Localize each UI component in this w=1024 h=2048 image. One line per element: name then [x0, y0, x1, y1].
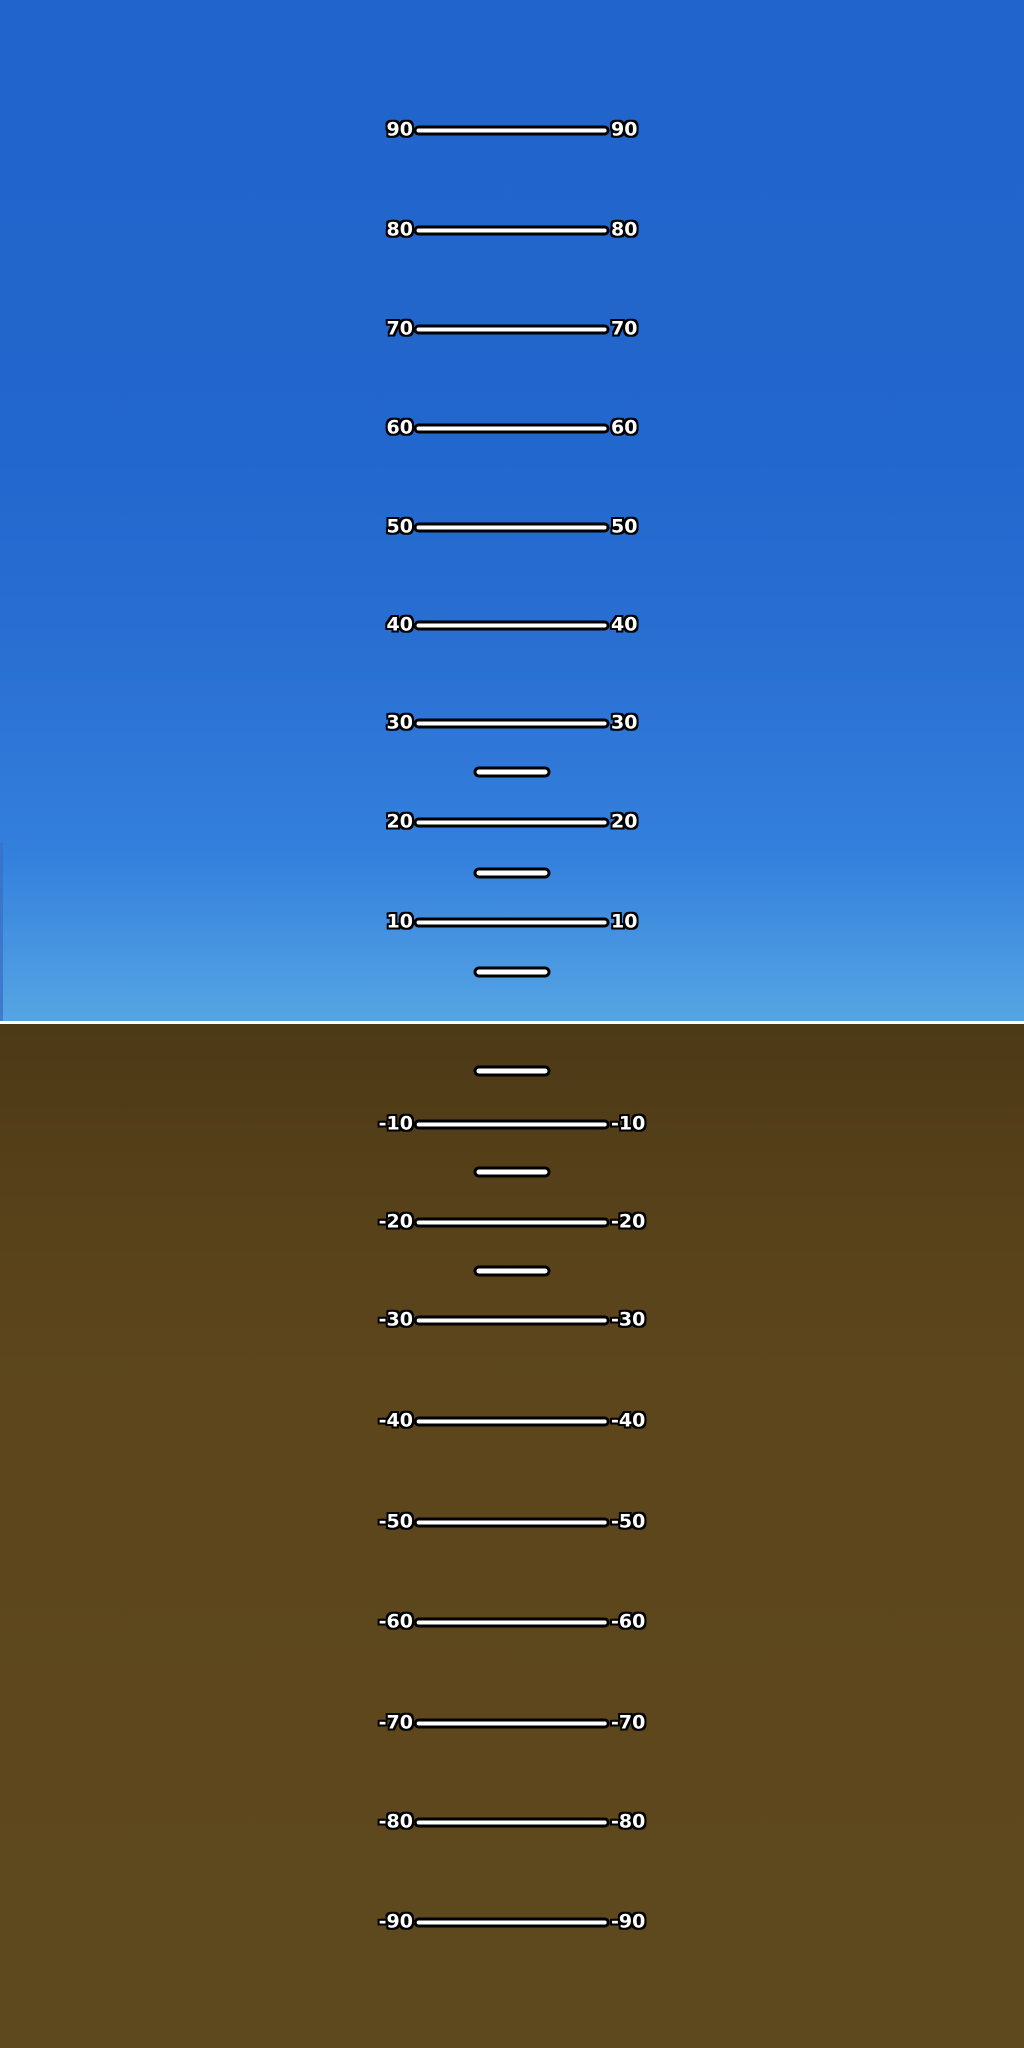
pitch-label-left: -80: [378, 1810, 413, 1833]
pitch-bar: [414, 423, 610, 433]
pitch-label-right: 30: [611, 711, 638, 734]
pitch-bar: [414, 718, 610, 728]
pitch-label-left: 20: [386, 810, 413, 833]
pitch-line--90: [378, 1910, 646, 1933]
pitch-label-left: 50: [386, 515, 413, 538]
pitch-label-left: 40: [386, 613, 413, 636]
pitch-label-right: 50: [611, 515, 638, 538]
pitch-label-left: 10: [386, 910, 413, 933]
pitch-line-70: [386, 317, 638, 340]
pitch-line--80: [378, 1810, 646, 1833]
pitch-line--20: [378, 1210, 646, 1233]
pitch-label-left: -10: [378, 1112, 413, 1135]
pitch-label-left: 30: [386, 711, 413, 734]
pitch-bar: [414, 817, 610, 827]
pitch-bar: [414, 125, 610, 135]
pitch-bar: [414, 1416, 610, 1426]
pitch-bar: [414, 1718, 610, 1728]
pitch-label-right: -70: [611, 1711, 646, 1734]
pitch-line--40: [378, 1409, 646, 1432]
pitch-line-50: [386, 515, 638, 538]
pitch-line-40: [386, 613, 638, 636]
pitch-label-right: 40: [611, 613, 638, 636]
pitch-minor-line--5: [474, 1066, 551, 1077]
pitch-label-right: -20: [611, 1210, 646, 1233]
pitch-bar: [414, 1119, 610, 1129]
pitch-label-right: -50: [611, 1510, 646, 1533]
pitch-line-10: [386, 910, 638, 933]
pitch-line-60: [386, 416, 638, 439]
pitch-label-right: -40: [611, 1409, 646, 1432]
pitch-label-left: -60: [378, 1610, 413, 1633]
pitch-line--50: [378, 1510, 646, 1533]
pitch-label-right: -60: [611, 1610, 646, 1633]
pitch-label-right: 90: [611, 118, 638, 141]
pitch-bar: [414, 522, 610, 532]
pitch-label-left: -50: [378, 1510, 413, 1533]
pitch-label-right: 60: [611, 416, 638, 439]
pitch-label-left: 70: [386, 317, 413, 340]
pitch-line-90: [386, 118, 638, 141]
pitch-label-left: -20: [378, 1210, 413, 1233]
pitch-bar: [414, 1917, 610, 1927]
pitch-bar: [414, 917, 610, 927]
pitch-line--60: [378, 1610, 646, 1633]
pitch-bar: [414, 1315, 610, 1325]
pitch-label-left: -90: [378, 1910, 413, 1933]
pitch-bar: [414, 620, 610, 630]
pitch-label-right: -30: [611, 1308, 646, 1331]
pitch-line-20: [386, 810, 638, 833]
pitch-label-right: 80: [611, 218, 638, 241]
pitch-line--10: [378, 1112, 646, 1135]
pitch-label-right: -90: [611, 1910, 646, 1933]
pitch-label-left: 60: [386, 416, 413, 439]
pitch-label-right: -80: [611, 1810, 646, 1833]
pitch-bar: [414, 324, 610, 334]
pitch-bar: [414, 1217, 610, 1227]
pitch-label-right: 20: [611, 810, 638, 833]
pitch-label-right: 70: [611, 317, 638, 340]
pitch-label-left: -30: [378, 1308, 413, 1331]
pitch-label-left: 90: [386, 118, 413, 141]
pitch-bar: [414, 1617, 610, 1627]
pitch-label-left: 80: [386, 218, 413, 241]
pitch-label-left: -70: [378, 1711, 413, 1734]
pitch-line--70: [378, 1711, 646, 1734]
pitch-line-80: [386, 218, 638, 241]
pitch-minor-line--25: [474, 1266, 551, 1277]
pitch-line-30: [386, 711, 638, 734]
pitch-bar: [414, 1517, 610, 1527]
pitch-label-right: -10: [611, 1112, 646, 1135]
pitch-minor-line-25: [474, 767, 551, 778]
pitch-label-right: 10: [611, 910, 638, 933]
pitch-bar: [414, 225, 610, 235]
pitch-bar: [414, 1817, 610, 1827]
pitch-minor-line-15: [474, 868, 551, 879]
pitch-line--30: [378, 1308, 646, 1331]
pitch-label-left: -40: [378, 1409, 413, 1432]
pitch-minor-line--15: [474, 1167, 551, 1178]
pitch-minor-line-5: [474, 967, 551, 978]
